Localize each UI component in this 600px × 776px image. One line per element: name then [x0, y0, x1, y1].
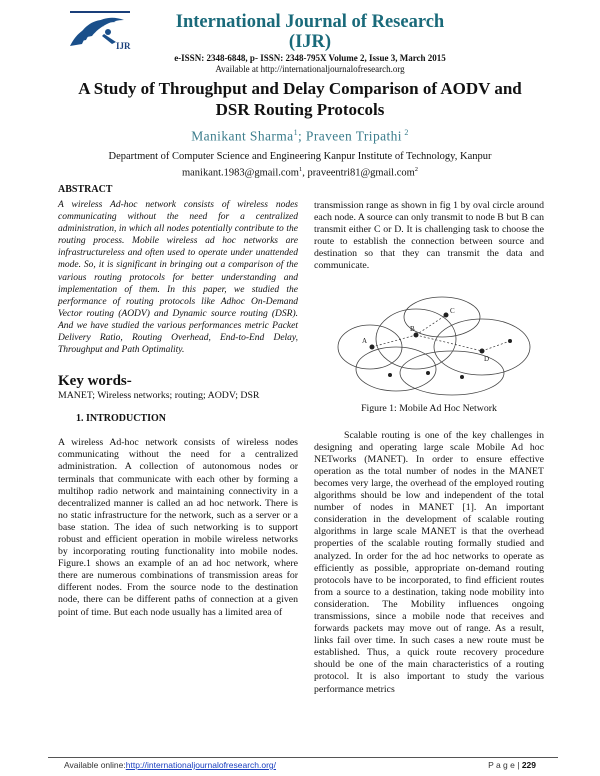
figure-label-a: A	[362, 336, 368, 345]
node-a	[370, 344, 375, 349]
scalable-routing-text: Scalable routing is one of the key challenges in designing and operating large scale Mobile Ad hoc NETworks (MANET). In order to ensure effective operation as the total number of nodes in the MANET becomes very large, the overhead of the employed routing algorithms should be low and independent of the total number of nodes in MANET [1]. An important consideration in the development of scalable routing algorithms in large scale MANET is that the overhead properties of the scalable routing formally studied and analyzed. In order for the ad hoc networks to operate as efficiently as possible, appropriate on-demand routing protocols have to be incorporated, to find efficient routes from a source to a destination, taking node mobility into consideration. The Mobility influences ongoing transmissions, since a mobile node that receives and forwards packets may move out of range. As a result, links fail over time. In such cases a new route must be established. Thus, a quick route recovery procedure should be one of the main characteristics of a routing protocol. It is also important to study the various performance metrics	[314, 429, 544, 695]
email-1-sup: 1	[298, 166, 303, 173]
range-oval-d	[434, 319, 530, 375]
journal-title: International Journal of Research (IJR)	[175, 12, 445, 52]
range-oval-b	[376, 306, 456, 369]
author-separator: ;	[297, 128, 306, 144]
figure-label-c: C	[450, 306, 455, 315]
route-b-d	[416, 335, 482, 351]
author-2-sup: 2	[401, 128, 409, 137]
available-line: Available at http://internationaljournalofresearch.org	[215, 64, 405, 74]
logo-text: IJR	[116, 41, 131, 51]
right-column	[314, 200, 544, 696]
email-separator: ,	[302, 167, 308, 179]
footer	[64, 760, 536, 770]
affiliation: Department of Computer Science and Engineering Kanpur Institute of Technology, Kanpur	[108, 151, 492, 162]
route-a-b	[372, 335, 416, 347]
authors	[40, 128, 560, 145]
manet-figure	[332, 289, 542, 399]
abstract-text: A wireless Ad-hoc network consists of wireless nodes communicating without the need for a centralized administration, in which all nodes potentially contribute to the routing process. Mobile wireless ad hoc networks are infrastructureless and often used to operate under unattended mode. So, it is significant in bringing out a comparison of the various routing protocols for better understanding and implementation of them. In this paper, we studied the performance of routing protocols like Adhoc On-Demand Vector routing (AODV) and Dynamic source routing (DSR). And we have studied the various performances metric Packet Delivery Ratio, Routing Overhead, End-to-End Delay, Throughput and Path Optimality.	[58, 200, 298, 356]
keywords-heading: Key words-	[58, 373, 132, 390]
keywords-text: MANET; Wireless networks; routing; AODV; DSR	[58, 390, 260, 402]
author-1: Manikant Sharma	[191, 128, 294, 144]
figure-caption: Figure 1: Mobile Ad Hoc Network	[361, 402, 497, 414]
title-line-1: A Study of Throughput and Delay Comparison of AODV and	[78, 79, 522, 98]
paper-title	[40, 78, 560, 120]
node-c	[444, 312, 449, 317]
node-d	[480, 348, 485, 353]
issn-line: e-ISSN: 2348-6848, p- ISSN: 2348-795X Volume 2, Issue 3, March 2015	[174, 53, 446, 63]
abstract-heading: ABSTRACT	[58, 184, 113, 195]
node-f	[426, 371, 430, 375]
emails	[40, 163, 560, 180]
footer-link[interactable]: http://internationaljournalofresearch.org/	[125, 760, 277, 770]
intro-continued-text: transmission range as shown in fig 1 by oval circle around each node. A source can only transmit to node B but B can transmit either C or D. It is challenging task to choose the route to establish the connection between source and destination so that they can transmit the data and communicate.	[314, 200, 544, 272]
page-indicator	[488, 760, 536, 770]
page-number: 229	[521, 760, 536, 770]
page-label: P a g e |	[488, 760, 522, 770]
node-h	[460, 375, 464, 379]
node-e	[508, 339, 512, 343]
node-g	[388, 373, 392, 377]
email-2-sup: 2	[414, 166, 419, 173]
figure-label-d: D	[484, 354, 490, 363]
email-2: praveentri81@gmail.com	[307, 167, 415, 179]
journal-header	[160, 12, 460, 74]
author-2: Praveen Tripathi	[305, 128, 402, 144]
journal-logo	[64, 8, 144, 52]
route-d-end	[482, 341, 510, 351]
node-b	[414, 332, 419, 337]
title-line-2: DSR Routing Protocols	[215, 100, 385, 119]
affiliation-block	[40, 150, 560, 180]
left-column	[58, 184, 298, 619]
figure-label-b: B	[410, 324, 415, 333]
intro-text: A wireless Ad-hoc network consists of wireless nodes communicating without the need for a centralized administration. A collection of autonomous nodes or terminals that communicate with each other by forming a multihop radio network and maintaining connectivity in a decentralized manner is called an ad hoc network. There is no static infrastructure for the network, such as a server or a base station. The idea of such networking is to support robust and efficient operation in mobile wireless networks by incorporating routing functionality into mobile nodes. Figure.1 shows an example of an ad hoc network, where there are numerous combinations of transmission areas for different nodes. From the source node to the destination node, there can be different paths of connection at a given point of time. But each node usually has a limited area of	[58, 437, 298, 618]
intro-heading: 1. INTRODUCTION	[76, 413, 167, 425]
email-1: manikant.1983@gmail.com	[181, 167, 299, 179]
footer-divider	[48, 757, 558, 758]
footer-available-label: Available online:	[64, 760, 126, 770]
author-1-sup: 1	[293, 128, 298, 137]
